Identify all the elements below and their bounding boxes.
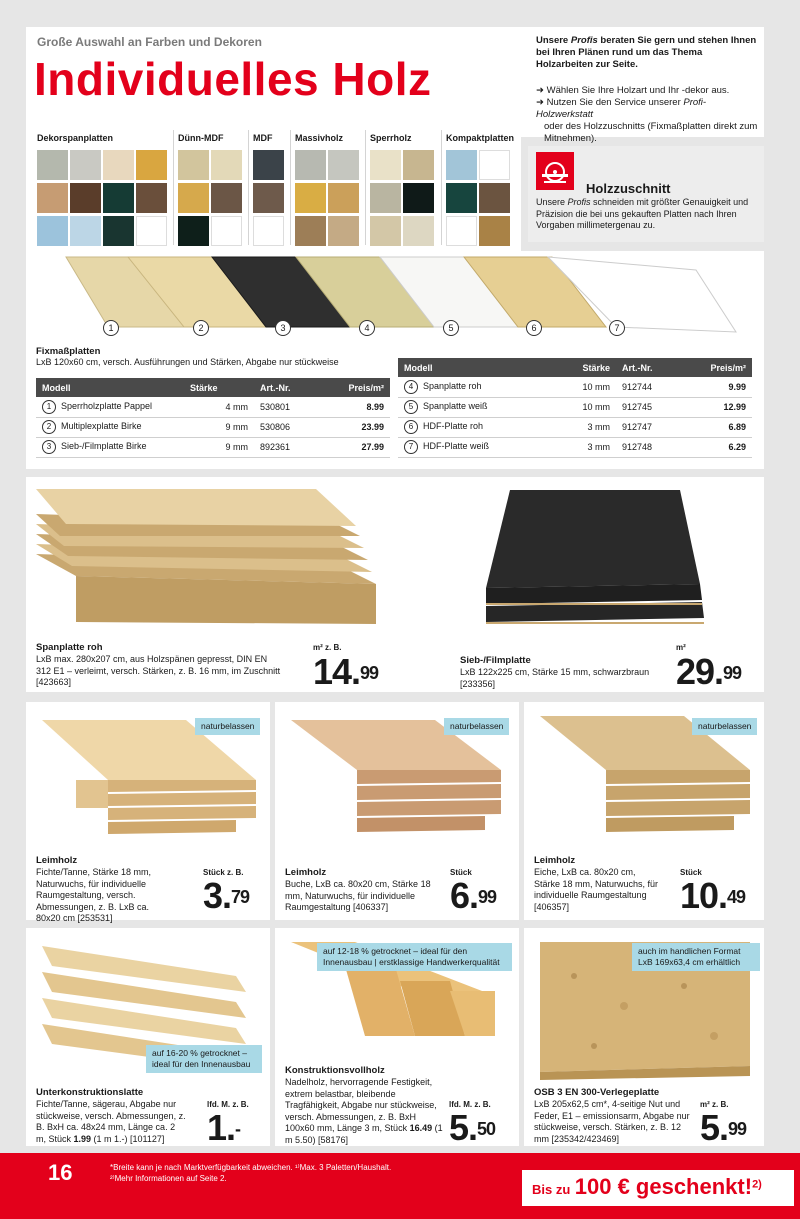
footnote-2: ²⁾Mehr Informationen auf Seite 2. xyxy=(110,1174,227,1183)
fixmass-title: Fixmaßplatten xyxy=(36,346,101,357)
cat-massivholz: Massivholz xyxy=(295,133,344,143)
kvh-desc-a: Nadelholz, hervorragende Festigkeit, extrem belastbar, bleibende Tragfähigkeit, Abgabe nur stückweise, versch. Abmessungen, z. B. BxH 100x60 mm, Länge 3 m, Stück xyxy=(285,1077,437,1133)
row-art: 892361 xyxy=(254,437,320,457)
kvh-desc-c: (1 m 5.50) [58176] xyxy=(285,1123,443,1145)
row-number: 1 xyxy=(42,400,56,414)
leim2-price xyxy=(450,875,497,916)
bullet-2 xyxy=(536,97,758,121)
kvh-price xyxy=(449,1107,496,1148)
swatch xyxy=(136,150,167,180)
siebfilm-title: Sieb-/Filmplatte xyxy=(460,655,531,666)
row-number: 7 xyxy=(404,440,418,454)
swatch xyxy=(403,183,434,213)
table-row xyxy=(398,437,752,457)
leim1-desc: Fichte/Tanne, Stärke 18 mm, Naturwuchs, für individuelle Raumgestaltung, versch. Abmessungen, z. B. LxB ca. 80x20 cm [253531] xyxy=(36,867,152,923)
swatch xyxy=(328,216,359,246)
spanplatte-desc: LxB max. 280x207 cm, aus Holzspänen gepresst, DIN EN 312 E1 – verleimt, versch. Stärken, z. B. 16 mm, im Zuschnitt [423663] xyxy=(36,654,281,687)
plank-number: 4 xyxy=(359,320,375,336)
intro-em: Profis xyxy=(570,35,598,46)
naturbelassen-tag: naturbelassen xyxy=(444,718,509,735)
intro-text xyxy=(536,35,758,71)
swatch xyxy=(253,183,284,213)
col-artnr: Art.-Nr. xyxy=(616,358,682,377)
row-art: 530801 xyxy=(254,397,320,417)
plank-number: 7 xyxy=(609,320,625,336)
swatch xyxy=(136,216,167,246)
row-thickness: 10 mm xyxy=(546,397,616,417)
intro-post: beraten Sie gern und stehen Ihnen bei Ihren Plänen rund um das Thema Holzarbeiten zur Seite. xyxy=(536,35,757,70)
fixmass-table-left xyxy=(36,378,390,458)
promo-sup: 2) xyxy=(752,1178,762,1191)
promo-banner[interactable] xyxy=(522,1170,794,1206)
spanplatte-title: Spanplatte roh xyxy=(36,642,103,653)
kvh-tag: auf 12-18 % getrocknet – ideal für den Innenausbau | erstklassige Handwerkerqualität xyxy=(317,943,512,971)
divider xyxy=(441,130,442,245)
service-text-post: schneiden mit größter Genauigkeit und Präzision die bei uns gekauften Platten nach Ihren Vorgaben millimetergenau zu. xyxy=(536,197,749,230)
row-thickness: 9 mm xyxy=(184,437,254,457)
row-model: Spanplatte roh xyxy=(423,380,482,391)
table-row xyxy=(36,397,390,417)
promo-pre: Bis zu xyxy=(532,1182,571,1197)
spanplatte-image xyxy=(36,484,386,632)
price-dec: 49 xyxy=(727,887,746,907)
siebfilm-unit: m² xyxy=(676,643,686,652)
row-art: 912748 xyxy=(616,437,682,457)
siebfilm-desc: LxB 122x225 cm, Stärke 15 mm, schwarzbraun [233356] xyxy=(460,667,650,689)
latte-desc xyxy=(36,1099,186,1145)
col-preis: Preis/m² xyxy=(320,378,390,397)
row-number: 3 xyxy=(42,440,56,454)
swatch xyxy=(103,183,134,213)
swatch xyxy=(370,150,401,180)
siebfilm-image xyxy=(480,484,710,632)
row-model: Sieb-/Filmplatte Birke xyxy=(61,441,147,451)
bullet-1: ➜ Wählen Sie Ihre Holzart und Ihr -dekor aus. xyxy=(536,85,730,96)
swatch xyxy=(253,150,284,180)
leim2-title: Leimholz xyxy=(285,867,327,878)
swatch xyxy=(403,216,434,246)
leim1-price xyxy=(203,875,250,916)
bullet-2em: Profi-Holzwerkstatt xyxy=(536,97,707,120)
row-number: 5 xyxy=(404,400,418,414)
plank-number: 1 xyxy=(103,320,119,336)
col-staerke: Stärke xyxy=(184,378,254,397)
table-row xyxy=(398,377,752,397)
row-price: 8.99 xyxy=(320,397,390,417)
col-modell: Modell xyxy=(398,358,546,377)
spanplatte-unit: m² z. B. xyxy=(313,643,342,652)
latte-desc-a: Fichte/Tanne, sägerau, Abgabe nur stückweise, versch. Abmessungen, z. B. BxH ca. 48x24 mm, Länge ca. 2 m, Stück xyxy=(36,1099,186,1144)
swatch xyxy=(295,183,326,213)
price-int: 10. xyxy=(680,875,728,916)
swatch xyxy=(370,216,401,246)
page-subtitle: Große Auswahl an Farben und Dekoren xyxy=(37,35,262,49)
page-number: 16 xyxy=(48,1160,73,1185)
leim1-title: Leimholz xyxy=(36,855,78,866)
swatch xyxy=(211,150,242,180)
kvh-unit: lfd. M. z. B. xyxy=(449,1100,491,1109)
divider xyxy=(248,130,249,245)
row-thickness: 3 mm xyxy=(546,437,616,457)
row-model: HDF-Platte weiß xyxy=(423,441,490,451)
row-price: 6.89 xyxy=(682,417,752,437)
swatch xyxy=(479,183,510,213)
col-preis: Preis/m² xyxy=(682,358,752,377)
row-thickness: 9 mm xyxy=(184,417,254,437)
kvh-desc xyxy=(285,1077,445,1146)
col-artnr: Art.-Nr. xyxy=(254,378,320,397)
row-number: 6 xyxy=(404,420,418,434)
latte-tag: auf 16-20 % getrocknet – ideal für den Innenausbau xyxy=(146,1045,262,1073)
cat-kompaktplatten: Kompaktplatten xyxy=(446,133,515,143)
row-model: HDF-Platte roh xyxy=(423,421,484,431)
plank-number: 2 xyxy=(193,320,209,336)
intro-pre: Unsere xyxy=(536,35,571,46)
promo-amount: 100 € geschenkt! xyxy=(574,1174,753,1199)
swatch xyxy=(103,216,134,246)
cat-duenn-mdf: Dünn-MDF xyxy=(178,133,224,143)
swatch xyxy=(70,183,101,213)
plank-number: 5 xyxy=(443,320,459,336)
leim3-price xyxy=(680,875,746,916)
swatch xyxy=(211,216,242,246)
latte-unit: lfd. M. z. B. xyxy=(207,1100,249,1109)
price-int: 3. xyxy=(203,875,232,916)
leim3-unit: Stück xyxy=(680,868,702,877)
swatch xyxy=(295,216,326,246)
row-price: 12.99 xyxy=(682,397,752,417)
price-dec: 99 xyxy=(478,887,497,907)
table-row xyxy=(36,437,390,457)
divider xyxy=(290,130,291,245)
leim2-desc: Buche, LxB ca. 80x20 cm, Stärke 18 mm, Naturwuchs, für individuelle Raumgestaltung [406337] xyxy=(285,879,431,912)
price-int: 1. xyxy=(207,1107,236,1148)
row-thickness: 10 mm xyxy=(546,377,616,397)
plank-number: 3 xyxy=(275,320,291,336)
osb-title: OSB 3 EN 300-Verlegeplatte xyxy=(534,1087,660,1098)
cat-dekorspanplatten: Dekorspanplatten xyxy=(37,133,114,143)
service-title: Holzzuschnitt xyxy=(586,181,671,196)
divider xyxy=(173,130,174,245)
planks-illustration xyxy=(36,252,760,342)
intro-bullets xyxy=(536,85,758,145)
price-dec: 99 xyxy=(723,663,742,683)
fixmass-table-right xyxy=(398,358,752,458)
price-int: 5. xyxy=(700,1107,729,1148)
price-int: 6. xyxy=(450,875,479,916)
col-modell: Modell xyxy=(36,378,184,397)
row-number: 4 xyxy=(404,380,418,394)
price-int: 29. xyxy=(676,651,724,692)
leim1-unit: Stück z. B. xyxy=(203,868,244,877)
kvh-desc-b: 16.49 xyxy=(409,1123,433,1133)
table-row xyxy=(398,417,752,437)
row-thickness: 4 mm xyxy=(184,397,254,417)
row-art: 912744 xyxy=(616,377,682,397)
latte-desc-b: 1.99 xyxy=(73,1133,92,1144)
swatch xyxy=(37,183,68,213)
row-price: 27.99 xyxy=(320,437,390,457)
swatch xyxy=(136,183,167,213)
bullet-2b: oder des Holzzuschnitts (Fixmaßplatten direkt zum Mitnehmen). xyxy=(544,121,758,144)
row-model: Sperrholzplatte Pappel xyxy=(61,400,153,411)
swatch xyxy=(178,150,209,180)
swatch xyxy=(37,216,68,246)
swatch xyxy=(370,183,401,213)
swatch xyxy=(479,216,510,246)
plank-number: 6 xyxy=(526,320,542,336)
row-art: 912745 xyxy=(616,397,682,417)
swatch xyxy=(328,183,359,213)
leim3-title: Leimholz xyxy=(534,855,576,866)
price-dec: - xyxy=(235,1119,241,1139)
price-dec: 99 xyxy=(728,1119,747,1139)
service-text xyxy=(536,197,758,232)
swatch xyxy=(446,150,477,180)
swatch xyxy=(446,216,477,246)
swatch xyxy=(211,183,242,213)
cat-mdf: MDF xyxy=(253,133,273,143)
leim3-desc: Eiche, LxB ca. 80x20 cm, Stärke 18 mm, Naturwuchs, für individuelle Raumgestaltung [406357] xyxy=(534,867,659,912)
row-price: 6.29 xyxy=(682,437,752,457)
swatch xyxy=(70,216,101,246)
swatch xyxy=(178,216,209,246)
swatch xyxy=(70,150,101,180)
kvh-title: Konstruktionsvollholz xyxy=(285,1065,385,1076)
latte-title: Unterkonstruktionslatte xyxy=(36,1087,144,1098)
saw-icon xyxy=(536,152,574,190)
leim2-unit: Stück xyxy=(450,868,472,877)
swatch xyxy=(103,150,134,180)
footnote-1: *Breite kann je nach Marktverfügbarkeit abweichen. ¹⁾Max. 3 Paletten/Haushalt. xyxy=(110,1163,392,1172)
row-model: Multiplexplatte Birke xyxy=(61,421,142,431)
price-dec: 50 xyxy=(477,1119,496,1139)
osb-desc: LxB 205x62,5 cm*, 4-seitige Nut und Feder, E1 – emissionsarm, Abgabe nur stückweise, versch. Stärken, z. B. 12 mm [235342/423469] xyxy=(534,1099,690,1144)
osb-price xyxy=(700,1107,747,1148)
spanplatte-price xyxy=(313,651,379,692)
cat-sperrholz: Sperrholz xyxy=(370,133,412,143)
bullet-2a: ➜ Nutzen Sie den Service unserer xyxy=(536,97,684,108)
row-thickness: 3 mm xyxy=(546,417,616,437)
osb-unit: m² z. B. xyxy=(700,1100,729,1109)
table-row xyxy=(36,417,390,437)
price-dec: 79 xyxy=(231,887,250,907)
swatch xyxy=(178,183,209,213)
row-model: Spanplatte weiß xyxy=(423,401,488,411)
page-title: Individuelles Holz xyxy=(34,53,432,105)
swatch xyxy=(403,150,434,180)
naturbelassen-tag: naturbelassen xyxy=(692,718,757,735)
row-number: 2 xyxy=(42,420,56,434)
fixmass-desc: LxB 120x60 cm, versch. Ausführungen und Stärken, Abgabe nur stückweise xyxy=(36,357,339,367)
swatch xyxy=(328,150,359,180)
price-int: 5. xyxy=(449,1107,478,1148)
row-art: 912747 xyxy=(616,417,682,437)
table-row xyxy=(398,397,752,417)
latte-price xyxy=(207,1107,241,1148)
swatch xyxy=(479,150,510,180)
naturbelassen-tag: naturbelassen xyxy=(195,718,260,735)
price-int: 14. xyxy=(313,651,361,692)
divider xyxy=(365,130,366,245)
price-dec: 99 xyxy=(360,663,379,683)
swatch xyxy=(446,183,477,213)
service-text-em: Profis xyxy=(567,197,591,207)
siebfilm-price xyxy=(676,651,742,692)
swatch xyxy=(295,150,326,180)
service-text-pre: Unsere xyxy=(536,197,568,207)
osb-tag: auch im handlichen Format LxB 169x63,4 cm erhältlich xyxy=(632,943,760,971)
col-staerke: Stärke xyxy=(546,358,616,377)
swatch xyxy=(253,216,284,246)
row-price: 9.99 xyxy=(682,377,752,397)
latte-desc-c: (1 m 1.-) [101127] xyxy=(91,1133,165,1144)
row-price: 23.99 xyxy=(320,417,390,437)
row-art: 530806 xyxy=(254,417,320,437)
swatch xyxy=(37,150,68,180)
